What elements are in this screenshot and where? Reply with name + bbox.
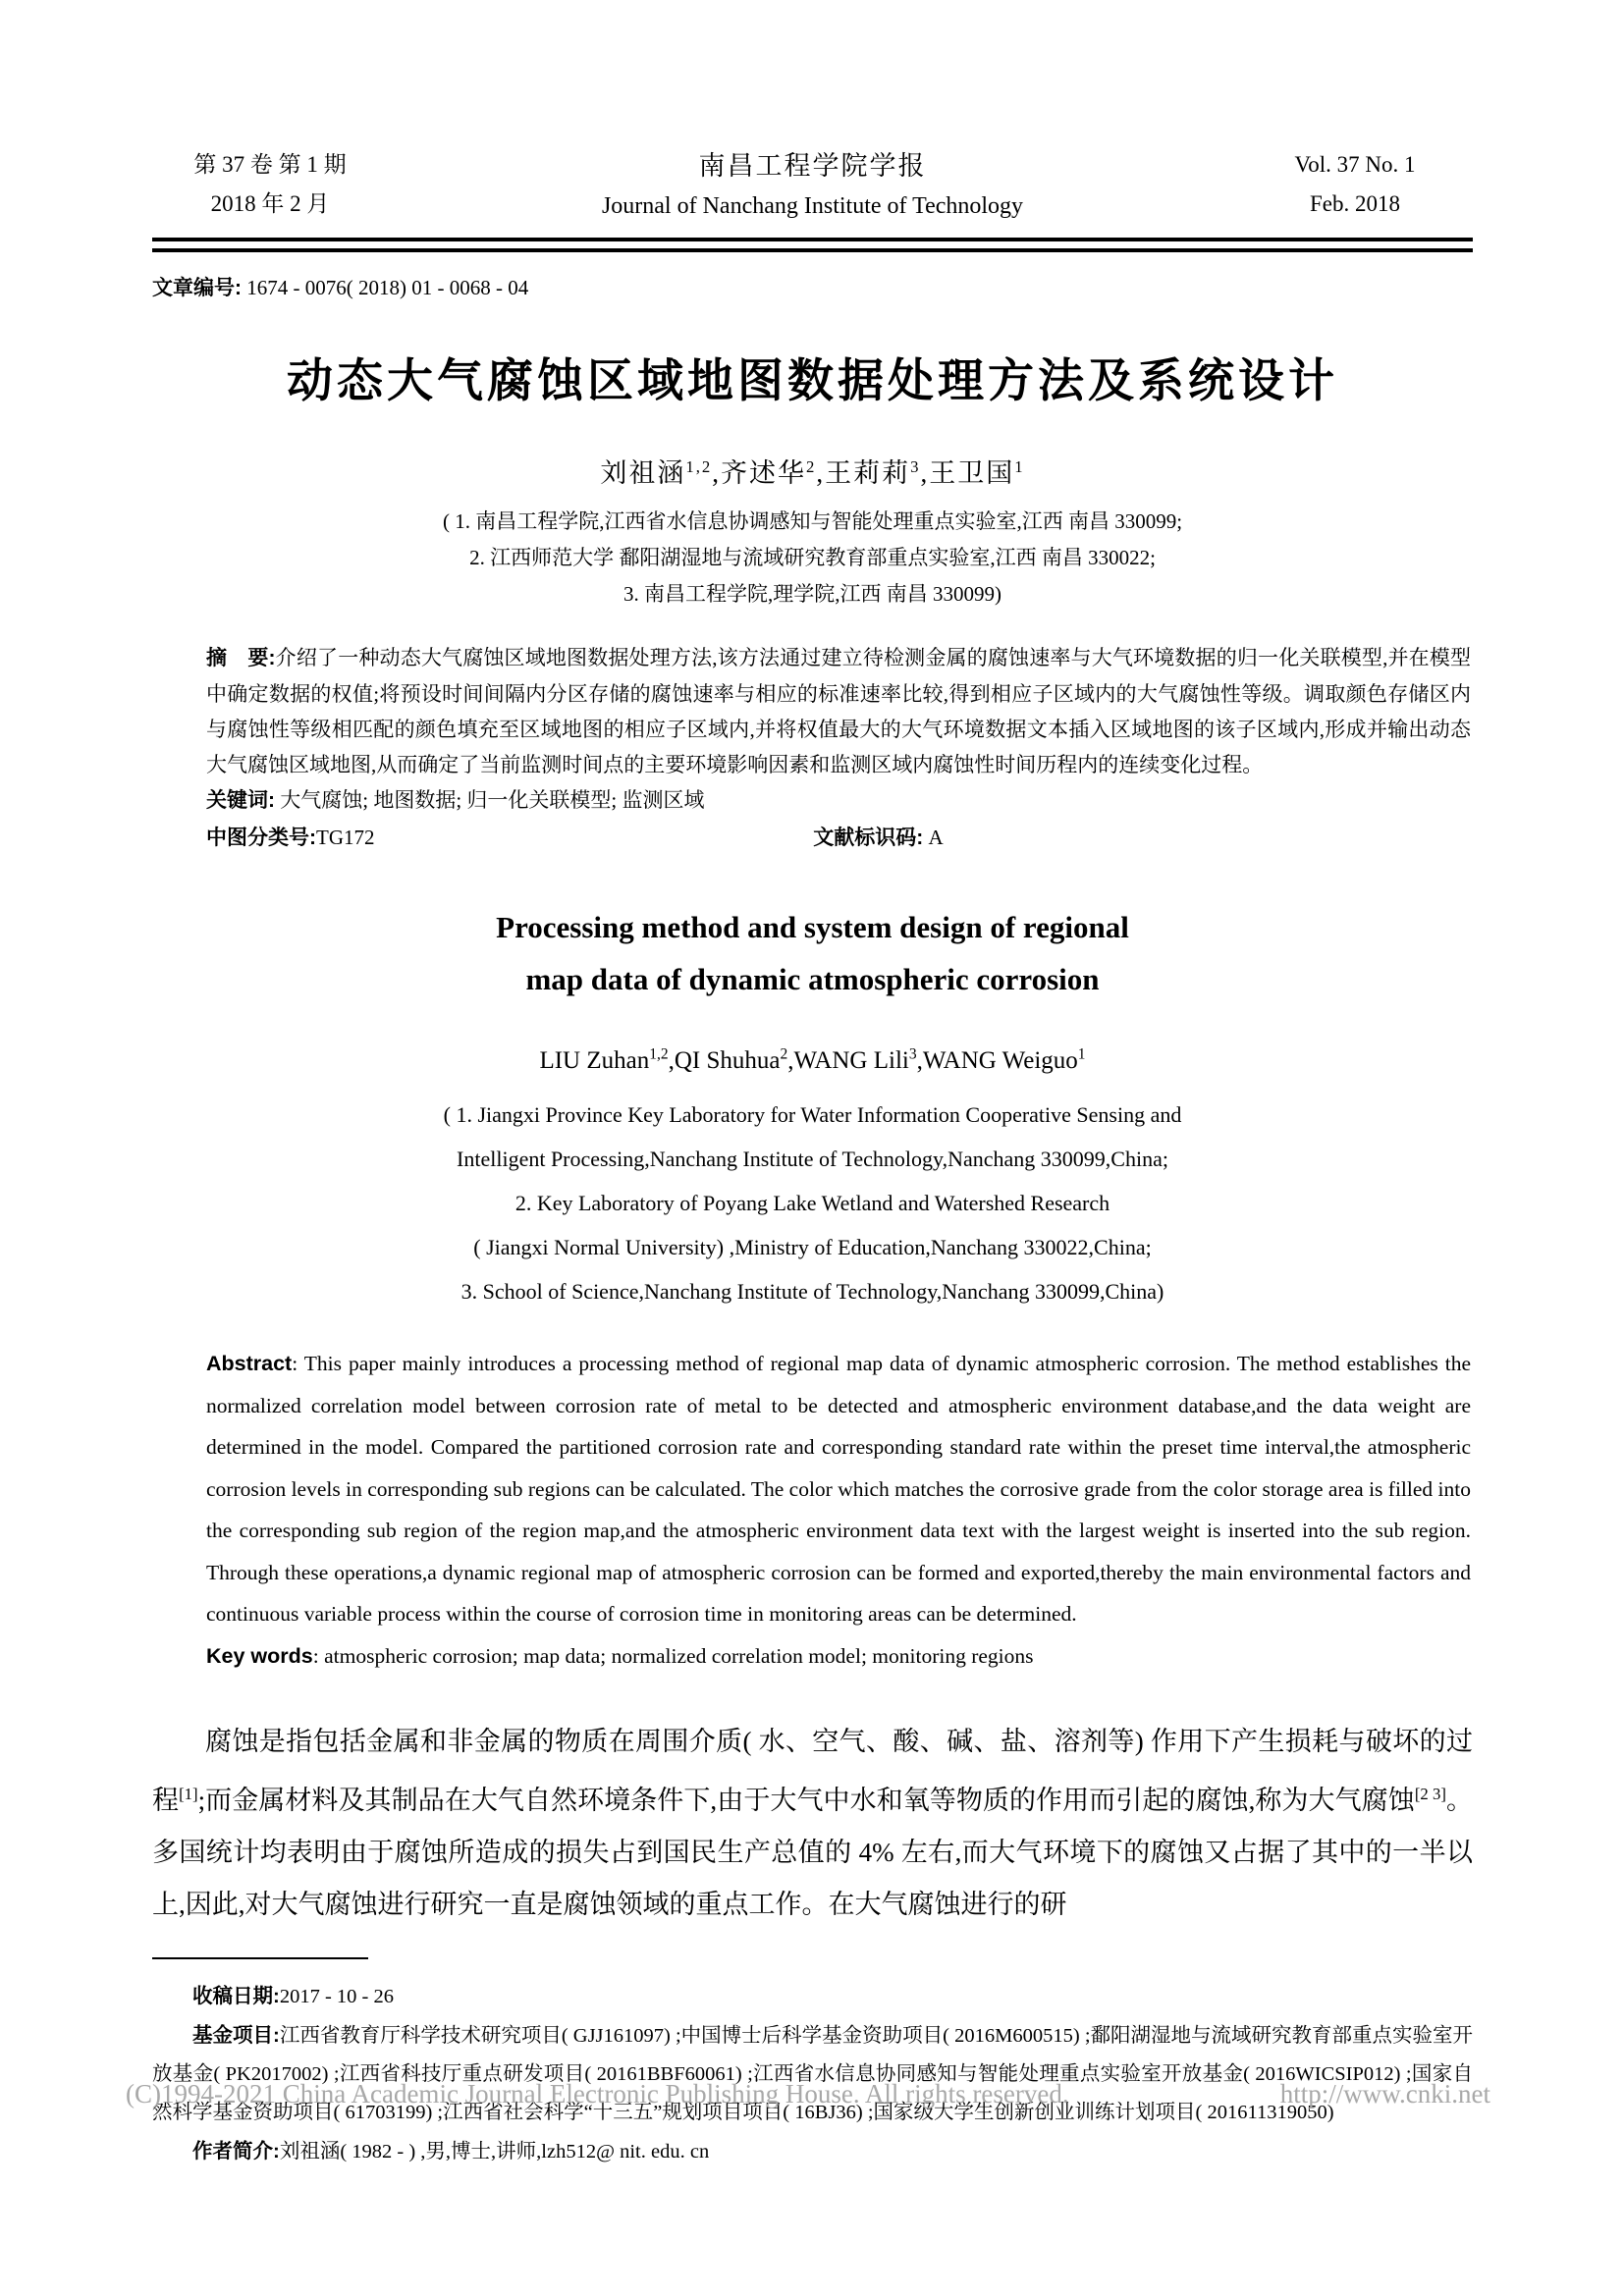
journal-title-en: Journal of Nanchang Institute of Technology <box>601 193 1024 219</box>
watermark-url: http://www.cnki.net <box>1279 2079 1490 2109</box>
affiliation-line: ( 1. Jiangxi Province Key Laboratory for Water Information Cooperative Sensing and <box>443 1102 1182 1128</box>
header-divider-rule <box>152 238 1473 252</box>
classification-row <box>206 819 1471 856</box>
affiliation-line: ( 1. 南昌工程学院,江西省水信息协调感知与智能处理重点实验室,江西 南昌 330099; <box>442 509 1183 533</box>
affiliation-line: Intelligent Processing,Nanchang Institute of Technology,Nanchang 330099,China; <box>457 1147 1168 1172</box>
affiliation-line: 2. Key Laboratory of Poyang Lake Wetland and Watershed Research <box>514 1191 1110 1216</box>
body-text: 腐蚀是指包括金属和非金属的物质在周围介质( 水、空气、酸、碱、盐、溶剂等) 作用下产生损耗与破坏的过程 <box>152 1726 1473 1815</box>
paper-title-en-line1: Processing method and system design of regional <box>496 910 1129 944</box>
document-code <box>813 819 943 857</box>
volume-issue-cn: 第 37 卷 第 1 期 <box>193 152 347 177</box>
author-affil-sup: 3 <box>910 457 921 476</box>
affiliations-cn <box>152 504 1473 613</box>
affiliation-line: 2. 江西师范大学 鄱阳湖湿地与流域研究教育部重点实验室,江西 南昌 330022; <box>469 546 1156 569</box>
author-separator: , <box>916 1047 923 1075</box>
received-date-label: 收稿日期: <box>192 1984 280 2007</box>
author-separator: , <box>787 1047 794 1075</box>
classification <box>206 826 375 849</box>
author-en: LIU Zuhan$^{1,2}$ <box>539 1046 669 1075</box>
keywords-cn-text: 大气腐蚀; 地图数据; 归一化关联模型; 监测区域 <box>275 788 705 812</box>
author-affil-sup: 1 <box>1077 1046 1086 1063</box>
author-affil-sup: 1,2 <box>649 1046 669 1063</box>
abstract-cn <box>206 640 1471 782</box>
journal-title-cn: 南昌工程学院学报 <box>698 151 927 181</box>
body-paragraph <box>152 1716 1473 1931</box>
abstract-cn-text: 介绍了一种动态大气腐蚀区域地图数据处理方法,该方法通过建立待检测金属的腐蚀速率与大气环境数据的归一化关联模型,并在模型中确定数据的权值;将预设时间间隔内分区存储的腐蚀速率与相应的标准速率比较,得到相应子区域内的大气腐蚀性等级。调取颜色存储区内与腐蚀性等级相匹配的颜色填充至区域地图的相应子区域内,并将权值最大的大气环境数据文本插入区域地图的该子区域内,形成并输出动态大气腐蚀区域地图,从而确定了当前监测时间点的主要环境影响因素和监测区域内腐蚀性时间历程内的连续变化过程。 <box>206 646 1472 776</box>
author-separator: , <box>920 458 930 488</box>
author-cn: 王莉莉$^3$ <box>825 457 921 488</box>
funding-label: 基金项目: <box>192 2023 280 2047</box>
author-separator: , <box>668 1047 675 1075</box>
affiliation-line: ( Jiangxi Normal University) ,Ministry of Education,Nanchang 330022,China; <box>473 1235 1152 1260</box>
document-code-value: A <box>923 826 944 849</box>
keywords-en-text: : atmospheric corrosion; map data; normalized correlation model; monitoring regions <box>312 1643 1034 1668</box>
article-number-label: 文章编号: <box>152 277 242 299</box>
paper-title-en-line2: map data of dynamic atmospheric corrosion <box>525 962 1100 996</box>
document-code-label: 文献标识码: <box>813 827 924 849</box>
author-cn: 齐述华$^2$ <box>721 457 817 488</box>
funding-line <box>152 2016 1473 2132</box>
author-affil-sup: 2 <box>806 457 817 476</box>
author-affil-sup: 1,2 <box>685 457 713 476</box>
date-en: Feb. 2018 <box>1310 191 1400 216</box>
keywords-en-label: Key words <box>206 1643 313 1668</box>
citation-ref: [1] <box>179 1784 198 1803</box>
abstract-cn-label: 摘 要: <box>206 647 276 669</box>
paper-title-en <box>152 901 1473 1005</box>
abstract-en-label: Abstract <box>206 1352 293 1376</box>
author-en: WANG Weiguo$^1$ <box>922 1046 1086 1075</box>
journal-masthead <box>152 145 1473 226</box>
body-text: ;而金属材料及其制品在大气自然环境条件下,由于大气中水和氧等物质的作用而引起的腐蚀,称为大气腐蚀 <box>197 1785 1415 1815</box>
keywords-cn <box>206 782 1471 819</box>
author-separator: , <box>816 458 826 488</box>
author-cn: 王卫国$^1$ <box>929 457 1025 488</box>
body-text: 。多国统计均表明由于腐蚀所造成的损失占到国民生产总值的 4% 左右,而大气环境下的腐蚀又占据了其中的一半以上,因此,对大气腐蚀进行研究一直是腐蚀领域的重点工作。在大气腐蚀进行的研 <box>152 1785 1474 1919</box>
received-date-line <box>152 1977 1473 2016</box>
keywords-cn-label: 关键词: <box>206 789 275 812</box>
classification-label: 中图分类号: <box>206 827 316 849</box>
paper-title-cn: 动态大气腐蚀区域地图数据处理方法及系统设计 <box>287 354 1338 406</box>
author-en: WANG Lili$^3$ <box>793 1046 917 1075</box>
affiliation-line: 3. School of Science,Nanchang Institute of Technology,Nanchang 330099,China) <box>460 1279 1164 1305</box>
abstract-en-text: : This paper mainly introduces a processing method of regional map data of dynamic atmospheric corrosion. The method establishes the normalized correlation model between corrosion rate of metal to be detected and atmospheric environment database,and the data weight are determined in the model. Compared the partitioned corrosion rate and corresponding standard rate within the preset time interval,the atmospheric corrosion levels in corresponding sub regions can be calculated. The color which matches the corrosive grade from the color storage area is filled into the corresponding sub region of the region map,and the atmospheric environment data text with the largest weight is inserted into the sub region. Through these operations,a dynamic regional map of atmospheric corrosion can be formed and exported,thereby the main environmental factors and continuous variable process within the course of corrosion time in monitoring areas can be determined. <box>206 1352 1471 1627</box>
author-cn: 刘祖涵$^{1,2}$ <box>600 457 713 488</box>
article-number-line <box>152 272 1473 301</box>
footnotes <box>152 1977 1473 2171</box>
author-en: QI Shuhua$^2$ <box>674 1046 788 1075</box>
author-affil-sup: 1 <box>1014 457 1025 476</box>
affiliations-en <box>152 1093 1473 1313</box>
masthead-volume-block <box>152 145 388 224</box>
masthead-journal-block <box>388 145 1237 226</box>
article-number-value: 1674 - 0076( 2018) 01 - 0068 - 04 <box>246 276 529 299</box>
classification-value: TG172 <box>316 826 375 849</box>
received-date-value: 2017 - 10 - 26 <box>279 1985 394 2007</box>
author-bio-label: 作者简介: <box>192 2139 280 2163</box>
date-cn: 2018 年 2 月 <box>210 191 330 216</box>
affiliation-line: 3. 南昌工程学院,理学院,江西 南昌 330099) <box>623 582 1001 606</box>
citation-ref: [2 3] <box>1414 1784 1446 1803</box>
author-separator: , <box>712 458 722 488</box>
masthead-volume-block-en <box>1237 145 1473 224</box>
abstract-en <box>206 1343 1471 1635</box>
keywords-en <box>206 1635 1471 1677</box>
funding-value: 江西省教育厅科学技术研究项目( GJJ161097) ;中国博士后科学基金资助项目( 2016M600515) ;鄱阳湖湿地与流域研究教育部重点实验室开放基金( PK2017002) ;江西省科技厅重点研发项目( 20161BBF60061) ;江西省水信息协同感知与智能处理重点实验室开放基金( 2016WICSIP012) ;国家自然科学基金资助项目( 61703199) ;江西省社会科学“十三五”规划项目项目( 16BJ36) ;国家级大学生创新创业训练计划项目( 201611319050) <box>152 2024 1474 2123</box>
author-bio-line <box>152 2132 1473 2171</box>
volume-issue-en: Vol. 37 No. 1 <box>1294 152 1416 177</box>
authors-cn <box>152 452 1473 490</box>
author-affil-sup: 2 <box>780 1046 788 1063</box>
author-bio-value: 刘祖涵( 1982 - ) ,男,博士,讲师,lzh512@ nit. edu. cn <box>279 2140 710 2163</box>
author-affil-sup: 3 <box>908 1046 917 1063</box>
footnote-divider-rule <box>152 1957 368 1959</box>
watermark-text: (C)1994-2021 China Academic Journal Electronic Publishing House. All rights reserved. <box>126 2079 1069 2109</box>
authors-en <box>152 1046 1473 1075</box>
